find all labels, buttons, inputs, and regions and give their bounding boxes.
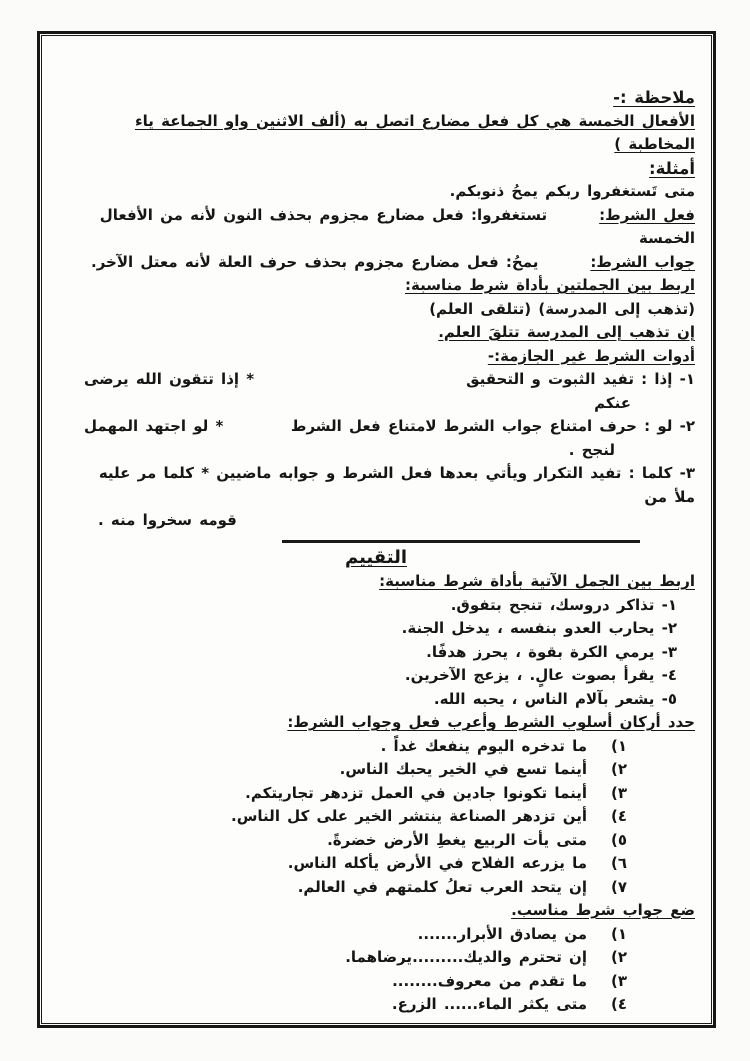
item-text: أين تزدهر الصناعة ينتشر الخير على كل الناس. xyxy=(231,807,587,825)
tool-item-law xyxy=(84,415,695,439)
exercise2-item-5 xyxy=(84,829,695,853)
condition-verb-analysis: تستغفروا: فعل مضارع مجزوم بحذف النون لأنه من الأفعال xyxy=(99,205,548,224)
item-text: ما يزرعه الفلاح في الأرض يأكله الناس. xyxy=(287,854,587,872)
exercise1-item-3: ٣- يرمي الكرة بقوة ، يحرز هدفًا. xyxy=(426,642,677,661)
item-number: ٣) xyxy=(610,971,627,990)
exercise3-heading: ضع جواب شرط مناسب. xyxy=(511,901,695,919)
document-page-frame xyxy=(37,31,716,1028)
item-text: إن تحترم والديك.........يرضاهما. xyxy=(345,948,587,966)
document-content xyxy=(44,38,709,1021)
item-number: ٣) xyxy=(610,783,627,802)
tool-law-text: ٢- لو : حرف امتناع جواب الشرط لامتناع فعل الشرط xyxy=(290,417,695,435)
tool-law-example-cont: لنجح . xyxy=(568,440,615,459)
exercise3-item-4 xyxy=(84,993,695,1017)
exercise2-item-4 xyxy=(84,805,695,829)
item-text: متى يأت الربيع يغطِ الأرض خضرةً. xyxy=(327,830,587,849)
tool-item-kullama: ٣- كلما : تفيد التكرار ويأتي بعدها فعل الشرط و جوابه ماضيين * كلما مر عليه ملأ من xyxy=(98,464,695,506)
condition-answer-row xyxy=(84,251,695,275)
item-number: ٦) xyxy=(610,854,627,872)
item-text: ما تقدم من معروف........ xyxy=(392,971,587,990)
link-sentences-heading: اربط بين الجملتين بأداة شرط مناسبة: xyxy=(405,276,695,294)
condition-verb-analysis-cont: الخمسة xyxy=(638,229,695,247)
exercise2-item-7 xyxy=(84,876,695,900)
tool-itha-text: ١- إذا : تفيد الثبوت و التحقيق xyxy=(466,370,695,388)
exercise2-item-1 xyxy=(84,735,695,759)
exercise3-item-2 xyxy=(84,946,695,970)
condition-tools-heading: أدوات الشرط غير الجازمة:- xyxy=(487,346,695,365)
note-definition: الأفعال الخمسة هي كل فعل مضارع اتصل به (ألف الاثنين واو الجماعة ياء المخاطبة ) xyxy=(134,111,695,153)
item-number: ١) xyxy=(610,736,627,755)
exercise1-item-5: ٥- يشعر بآلام الناس ، يحبه الله. xyxy=(433,689,677,708)
condition-verb-label: فعل الشرط: xyxy=(599,205,695,224)
tool-law-example: * لو اجتهد المهمل xyxy=(84,417,224,435)
item-text: أينما تسع في الخير يحبك الناس. xyxy=(339,760,587,778)
item-number: ٢) xyxy=(610,760,627,778)
evaluation-title-row xyxy=(84,546,695,571)
exercise1-item-1: ١- تذاكر دروسك، تنجح بتفوق. xyxy=(450,595,677,614)
item-number: ٧) xyxy=(610,877,627,896)
item-text: متى يكثر الماء...... الزرع. xyxy=(391,995,587,1013)
exercise2-item-6 xyxy=(84,852,695,876)
condition-answer-label: جواب الشرط: xyxy=(590,252,695,271)
exercise1-heading: اربط بين الجمل الآتية بأداة شرط مناسبة: xyxy=(379,572,695,590)
exercise3-item-1 xyxy=(84,923,695,947)
item-number: ٤) xyxy=(610,995,627,1013)
tool-kullama-cont: قومه سخروا منه . xyxy=(98,511,237,529)
example-sentence: متى تَستغفروا ربكم يمحُ ذنوبكم. xyxy=(449,182,695,200)
evaluation-title: التقييم xyxy=(344,546,407,568)
tool-itha-example-cont: عنكم xyxy=(594,393,631,412)
link-sentences-pair: (تذهب إلى المدرسة) (تتلقى العلم) xyxy=(429,299,695,318)
exercise1-item-2: ٢- يحارب العدو بنفسه ، يدخل الجنة. xyxy=(401,619,677,637)
item-text: أينما تكونوا جادين في العمل تزدهر تجاريتكم. xyxy=(245,783,587,802)
link-sentences-answer: إن تذهب إلى المدرسة تتلقَ العلم. xyxy=(438,323,695,341)
item-number: ٢) xyxy=(610,948,627,966)
tool-itha-example: * إذا تتقون الله يرضى xyxy=(84,370,255,388)
examples-heading: أمثلة: xyxy=(649,158,695,178)
exercise2-heading: حدد أركان أسلوب الشرط وأعرب فعل وجواب الشرط: xyxy=(287,713,695,731)
condition-answer-analysis: يمحُ: فعل مضارع مجزوم بحذف حرف العلة لأنه معتل الآخر. xyxy=(91,252,539,271)
item-number: ٥) xyxy=(610,830,627,849)
item-number: ١) xyxy=(610,924,627,943)
exercise1-item-4: ٤- يقرأ بصوت عالٍ. ، يزعج الآخرين. xyxy=(404,666,677,684)
exercise3-item-3 xyxy=(84,970,695,994)
item-text: من يصادق الأبرار....... xyxy=(417,924,587,943)
item-number: ٤) xyxy=(610,807,627,825)
exercise2-item-3 xyxy=(84,782,695,806)
tool-item-itha xyxy=(84,368,695,392)
exercise2-item-2 xyxy=(84,758,695,782)
section-divider xyxy=(282,540,640,543)
item-text: إن يتحد العرب تعلُ كلمتهم في العالم. xyxy=(297,877,587,896)
condition-verb-row xyxy=(84,204,695,228)
note-heading: ملاحظة :- xyxy=(613,88,695,107)
item-text: ما تدخره اليوم ينفعك غداً . xyxy=(380,736,587,755)
